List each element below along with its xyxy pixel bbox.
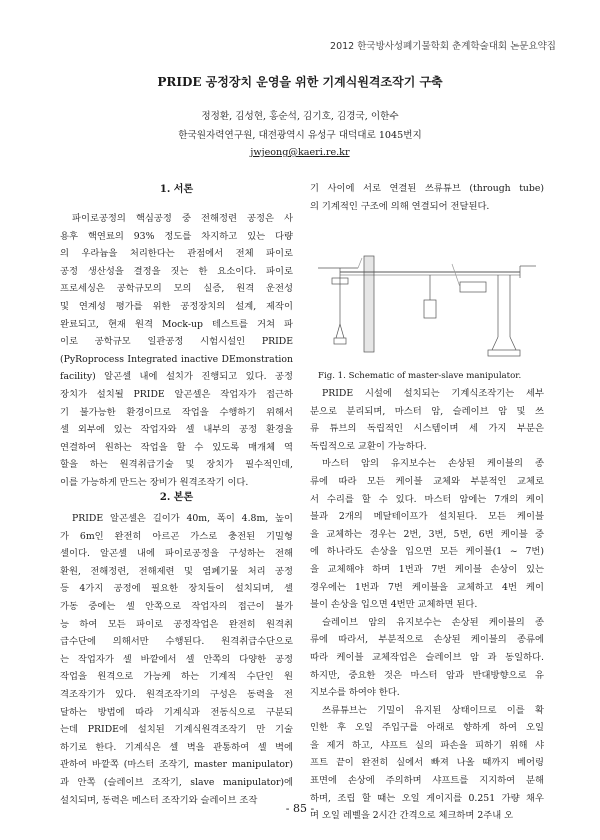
text-line: facility) 알곤셀 내에 설치가 진행되고 있다. 공정: [60, 371, 293, 383]
right-body-paragraph: [310, 385, 544, 825]
text-line: 슬레이브 암의 유지보수는 손상된 케이블의 종: [322, 616, 544, 628]
text-line: 이를 가능하게 만드는 장비가 원격조작기 이다.: [60, 476, 249, 488]
text-line: 연결하여 원하는 작업을 할 수 있도록 매개체 역: [60, 441, 293, 453]
text-line: 기 사이에 서로 연결된 쓰류튜브 (through tube): [310, 183, 544, 194]
author-list: 정정환, 김성현, 홍순석, 김기호, 김경국, 이한수: [201, 111, 399, 122]
text-line: 하며, 조립 할 때는 오일 게이지를 0.251 가량 채우: [310, 792, 544, 804]
text-line: 분으로 분리되며, 마스터 암, 슬레이브 암 및 쓰: [310, 405, 544, 417]
section-heading-intro: 1. 서론: [159, 184, 194, 195]
text-line: 가 6m인 완전히 아르곤 가스로 충전된 기밀형: [60, 530, 293, 542]
text-line: 가동 중에는 셀 안쪽으로 작업자의 접근이 불가: [60, 600, 293, 612]
text-line: 류에 따라 모든 케이블 교체와 부분적인 교체로: [310, 475, 544, 487]
text-line: 및 연계성 평가를 위한 공정장치의 설계, 제작이: [60, 300, 293, 312]
text-line: 이로 공학규모 일관공정 시험시설인 PRIDE: [60, 336, 293, 348]
text-line: 환원, 전해정련, 전해제련 및 염폐기물 처리 공정: [60, 565, 293, 577]
text-line: PRIDE 시설에 설치되는 기계식조작기는 세부: [322, 388, 544, 399]
schematic-drawing: [310, 242, 544, 364]
text-line: 급수단에 의해서만 수행된다. 원격취급수단으로: [60, 636, 293, 648]
figure-caption: Fig. 1. Schematic of master-slave manipulator.: [318, 371, 522, 381]
conference-header: 2012 한국방사성폐기물학회 춘계학술대회 논문요약집: [330, 41, 556, 52]
text-line: 파이로공정의 핵심공정 중 전해정련 공정은 사: [72, 213, 293, 224]
text-line: 의 기계적인 구조에 의해 연결되어 전달된다.: [310, 200, 490, 212]
text-line: 용후 핵연료의 93% 정도를 차지하고 있는 다량: [60, 230, 293, 242]
section-heading-body: 2. 본론: [159, 492, 194, 503]
text-line: 을 교체해야 하며 1번과 7번 케이블 손상이 있는: [310, 563, 544, 575]
text-line: 블이 손상을 입으면 4번만 교체하면 된다.: [310, 599, 478, 611]
text-line: 류 튜브의 독립적인 시스템이며 세 가지 부분은: [310, 423, 544, 435]
text-line: 등 4가지 공정에 필요한 장치들이 설치되며, 셀: [60, 583, 293, 595]
text-line: 셀 외부에 있는 작업자와 셀 내부의 공정 환경을: [60, 424, 293, 436]
text-line: 지보수를 하여야 한다.: [310, 687, 400, 699]
text-line: 독립적으로 교환이 가능하다.: [310, 440, 427, 452]
text-line: 장치가 설치될 PRIDE 알곤셀은 작업자가 접근하: [60, 388, 293, 400]
text-line: 는 작업자가 셀 바깥에서 셀 안쪽의 다양한 공정: [60, 653, 293, 665]
email-link[interactable]: jwjeong@kaeri.re.kr: [250, 147, 350, 158]
text-line: 에 하나라도 손상을 입으면 모든 케이블(1 ~ 7번): [310, 546, 544, 558]
text-line: 을 교체하는 경우는 2번, 3번, 5번, 6번 케이블 중: [310, 528, 544, 540]
text-line: 기 불가능한 환경이므로 작업을 수행하기 위해서: [60, 406, 293, 418]
text-line: 류에 따라서, 부분적으로 손상된 케이블의 종류에: [310, 634, 544, 646]
text-line: PRIDE 알곤셀은 길이가 40m, 폭이 4.8m, 높이: [72, 513, 293, 524]
text-line: 표면에 손상에 주의하며 샤프트를 지지하여 분해: [310, 775, 544, 787]
text-line: 작업을 원격으로 가능케 하는 기계적 수단인 원: [60, 671, 293, 683]
text-line: 쓰류튜브는 기밀이 유지된 상태이므로 이를 확: [322, 704, 544, 716]
text-line: 의 우라늄을 처리한다는 관점에서 전체 파이로: [60, 248, 293, 260]
text-line: 능 하여 모든 파이로 공정작업은 완전히 원격취: [60, 618, 293, 630]
paper-title: PRIDE 공정장치 운영을 위한 기계식원격조작기 구축: [157, 75, 443, 89]
text-line: 는데 PRIDE에 설치된 기계식원격조작기 만 기술: [60, 724, 293, 736]
text-line: 블과 2개의 메달테이프가 설치된다. 모든 케이블: [310, 511, 544, 523]
text-line: 과 안쪽 (슬레이브 조작기, slave manipulator)에: [60, 776, 293, 788]
text-line: 인한 후 오일 주입구를 아래로 향하게 하여 오일: [310, 722, 544, 734]
intro-paragraph: [60, 210, 293, 492]
right-top-paragraph: [310, 180, 544, 215]
text-line: 을 제거 하고, 샤프트 실의 파손을 피하기 위해 샤: [310, 739, 544, 751]
text-line: 마스터 암의 유지보수는 손상된 케이블의 종: [322, 458, 544, 470]
body-paragraph: [60, 510, 293, 809]
text-line: 설치되며, 동력은 메스터 조작기와 슬레이브 조작: [60, 794, 258, 806]
text-line: 관하여 바깥쪽 (마스터 조작기, master manipulator): [60, 759, 293, 771]
text-line: 달하는 방법에 따라 기계식과 전동식으로 구분되: [60, 706, 293, 718]
text-line: 프로세싱은 공학규모의 모의 실증, 원격 운전성: [60, 283, 293, 295]
affiliation: 한국원자력연구원, 대전광역시 유성구 대덕대로 1045번지: [178, 130, 422, 141]
text-line: (PyRoprocess Integrated inactive DEmonstration: [60, 353, 293, 365]
text-line: 격조작기가 있다. 원격조작기의 구성은 동력을 전: [60, 688, 293, 700]
text-line: 프트 끝이 완전히 실에서 빠져 나올 때까지 베어링: [310, 757, 544, 769]
manipulator-schematic-figure: [310, 242, 544, 364]
text-line: 셀이다. 알곤셀 내에 파이로공정을 구성하는 전해: [60, 548, 293, 560]
text-line: 경우에는 1번과 7번 케이블을 교체하고 4번 케이: [310, 581, 544, 593]
text-line: 공정 생산성을 결정을 짓는 한 요소이다. 파이로: [60, 265, 293, 277]
text-line: 하기로 한다. 기계식은 셀 벽을 관통하여 셀 벽에: [60, 741, 293, 753]
text-line: 따라 케이블 교체작업은 슬레이브 암 과 동일하다.: [310, 651, 544, 663]
text-line: 며 오일 레벨을 2시간 간격으로 체크하며 2주내 오: [310, 810, 514, 822]
text-line: 하지만, 중요한 것은 마스터 암과 반대방향으로 유: [310, 669, 544, 681]
page-number: - 85 -: [285, 802, 315, 815]
text-line: 완료되고, 현재 원격 Mock-up 테스트를 거쳐 파: [60, 318, 293, 330]
text-line: 할을 하는 원격취급기술 및 장치가 필수적인데,: [60, 459, 293, 471]
text-line: 서 수리를 할 수 있다. 마스터 암에는 7개의 케이: [310, 493, 544, 505]
